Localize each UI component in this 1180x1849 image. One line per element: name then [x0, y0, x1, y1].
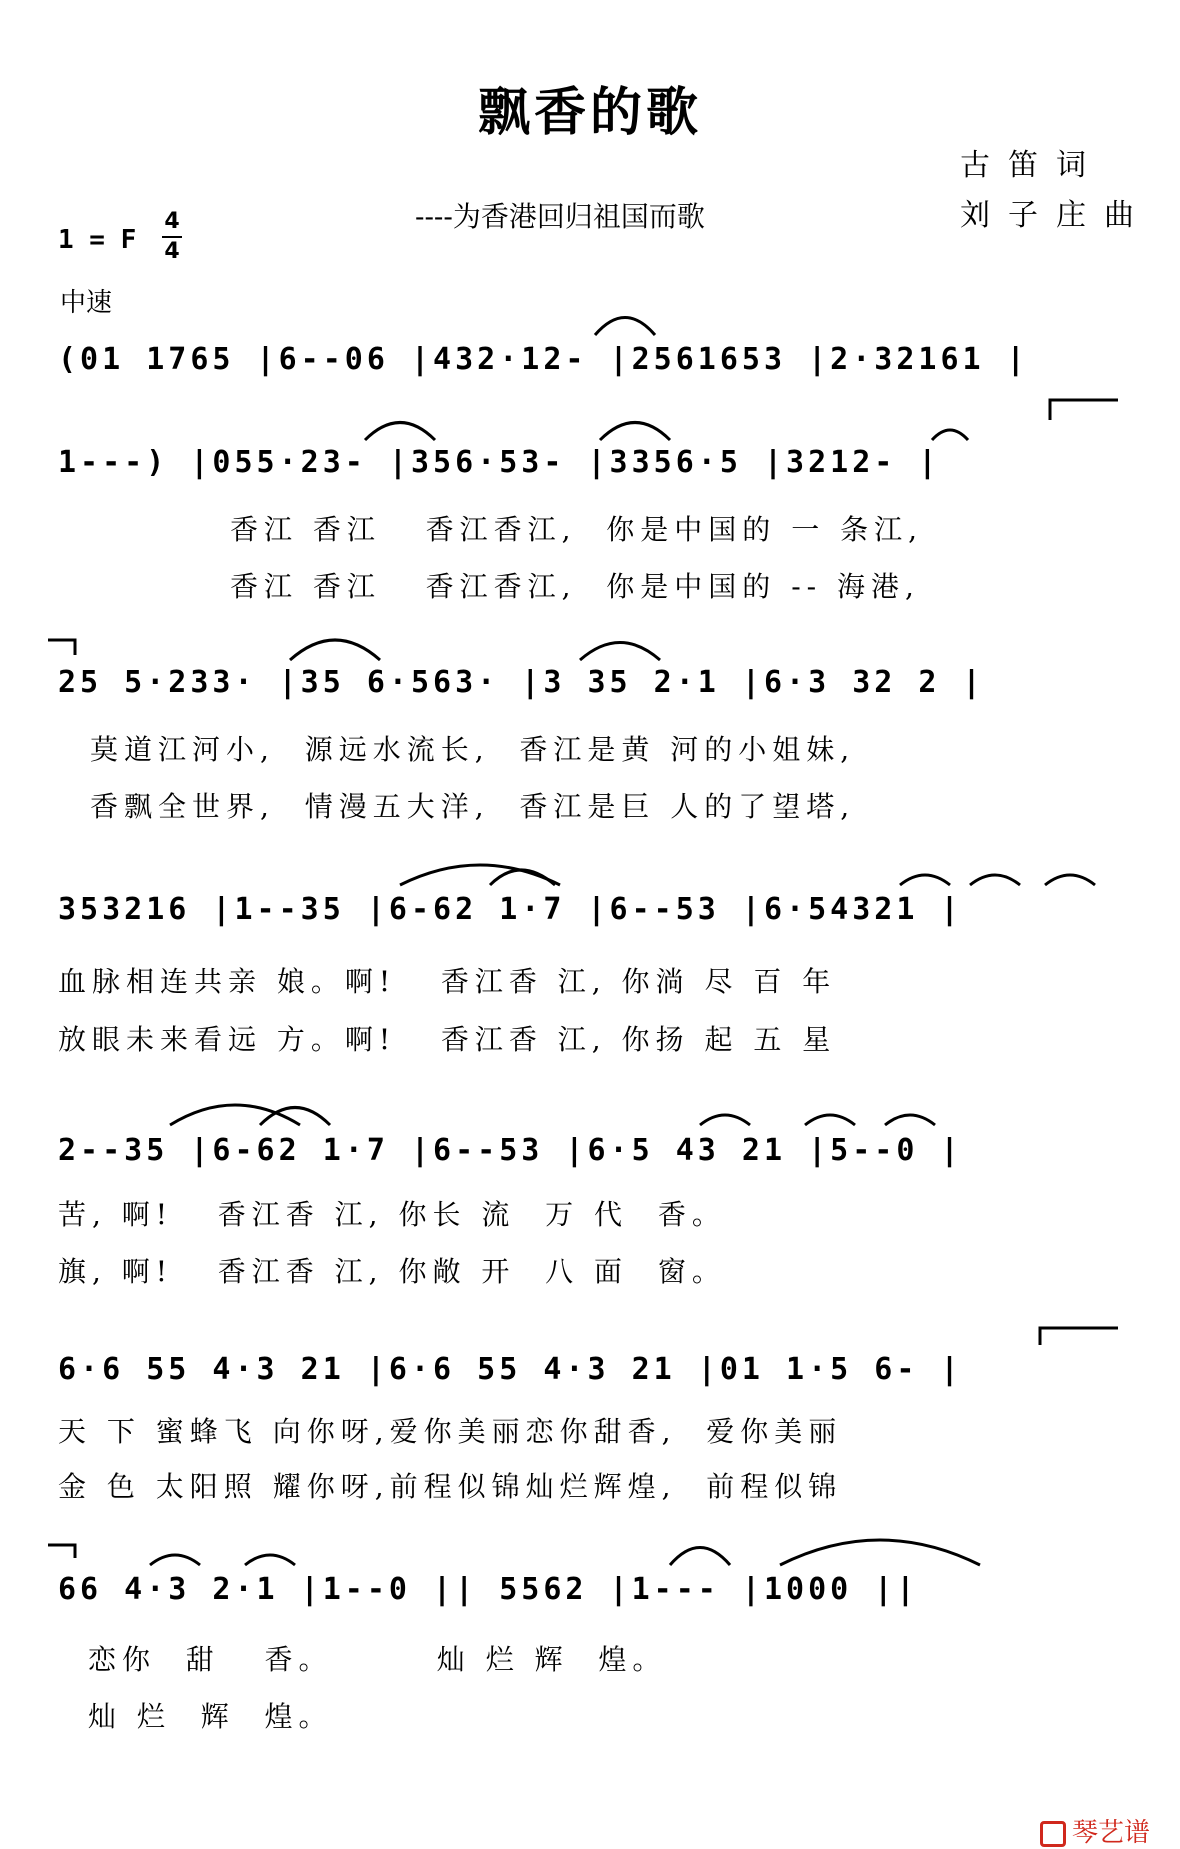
tie-arc [245, 1555, 295, 1565]
lyrics-row-6-verse-1: 天 下 蜜蜂飞 向你呀,爱你美丽恋你甜香, 爱你美丽 [58, 1415, 843, 1448]
watermark-text: 琴艺谱 [1072, 1818, 1151, 1848]
tie-arc [805, 1115, 855, 1125]
tie-arc [365, 423, 435, 441]
tie-arc [170, 1105, 300, 1125]
tie-arc [595, 318, 655, 336]
notation-row-7: 66 4·3 2·1 |1--0 || 5562 |1--- |1000 || [58, 1572, 919, 1607]
watermark-logo [1040, 1812, 1150, 1849]
volta-bracket [48, 1545, 75, 1558]
lyrics-row-6-verse-2: 金 色 太阳照 耀你呀,前程似锦灿烂辉煌, 前程似锦 [58, 1470, 843, 1503]
notation-row-4: 353216 |1--35 |6-62 1·7 |6--53 |6·54321 | [58, 892, 963, 927]
tie-arc [290, 640, 380, 660]
lyrics-row-3-verse-2: 香飘全世界, 情漫五大洋, 香江是巨 人的了望塔, [90, 790, 856, 823]
tie-arc [932, 430, 968, 440]
notation-row-2: 1---) |055·23- |356·53- |3356·5 |3212- | [58, 445, 941, 480]
song-title: 飘香的歌 [477, 82, 702, 143]
lyrics-row-5-verse-1: 苦, 啊! 香江香 江, 你长 流 万 代 香。 [58, 1198, 726, 1231]
notation-row-5: 2--35 |6-62 1·7 |6--53 |6·5 43 21 |5--0 | [58, 1133, 963, 1168]
tie-arc [900, 875, 950, 885]
tie-arc [885, 1115, 935, 1125]
tie-arc [400, 865, 560, 885]
lyricist-credit: 古笛词 [960, 148, 1104, 183]
time-signature-denominator: 4 [164, 239, 180, 264]
volta-bracket [1050, 400, 1118, 420]
composer-credit: 刘子庄曲 [960, 198, 1152, 233]
time-signature-numerator: 4 [164, 209, 180, 234]
lyrics-row-4-verse-1: 血脉相连共亲 娘。啊! 香江香 江, 你淌 尽 百 年 [58, 965, 837, 998]
tie-arc [970, 875, 1020, 885]
notation-row-6: 6·6 55 4·3 21 |6·6 55 4·3 21 |01 1·5 6- | [58, 1352, 963, 1387]
tie-arc [780, 1540, 980, 1565]
volta-bracket [1040, 1328, 1118, 1345]
song-subtitle: ----为香港回归祖国而歌 [415, 200, 705, 233]
tempo-marking: 中速 [60, 288, 113, 318]
tie-arc [490, 870, 555, 885]
lyrics-row-5-verse-2: 旗, 啊! 香江香 江, 你敞 开 八 面 窗。 [58, 1255, 726, 1288]
lyrics-row-4-verse-2: 放眼未来看远 方。啊! 香江香 江, 你扬 起 五 星 [58, 1023, 837, 1056]
tie-arc [600, 423, 670, 441]
lyrics-row-2-verse-2: 香江 香江 香江香江, 你是中国的 -- 海港, [230, 570, 920, 603]
lyrics-row-3-verse-1: 莫道江河小, 源远水流长, 香江是黄 河的小姐妹, [90, 733, 856, 766]
lyrics-row-7-verse-1: 恋你 甜 香。 灿 烂 辉 煌。 [88, 1643, 667, 1676]
tie-arc [150, 1555, 200, 1565]
notation-row-1: (01 1765 |6--06 |432·12- |2561653 |2·32161 | [58, 342, 1029, 377]
lyrics-row-7-verse-2: 灿 烂 辉 煌。 [88, 1700, 333, 1733]
lyrics-row-2-verse-1: 香江 香江 香江香江, 你是中国的 一 条江, [230, 513, 924, 546]
tie-arc [700, 1115, 750, 1125]
watermark-mark-icon [1040, 1821, 1066, 1847]
tie-arc [670, 1548, 730, 1566]
tie-arc [1045, 875, 1095, 885]
key-signature: 1 = F [58, 225, 137, 255]
volta-bracket [48, 640, 75, 655]
tie-arc [580, 643, 660, 661]
notation-row-3: 25 5·233· |35 6·563· |3 35 2·1 |6·3 32 2 | [58, 665, 985, 700]
